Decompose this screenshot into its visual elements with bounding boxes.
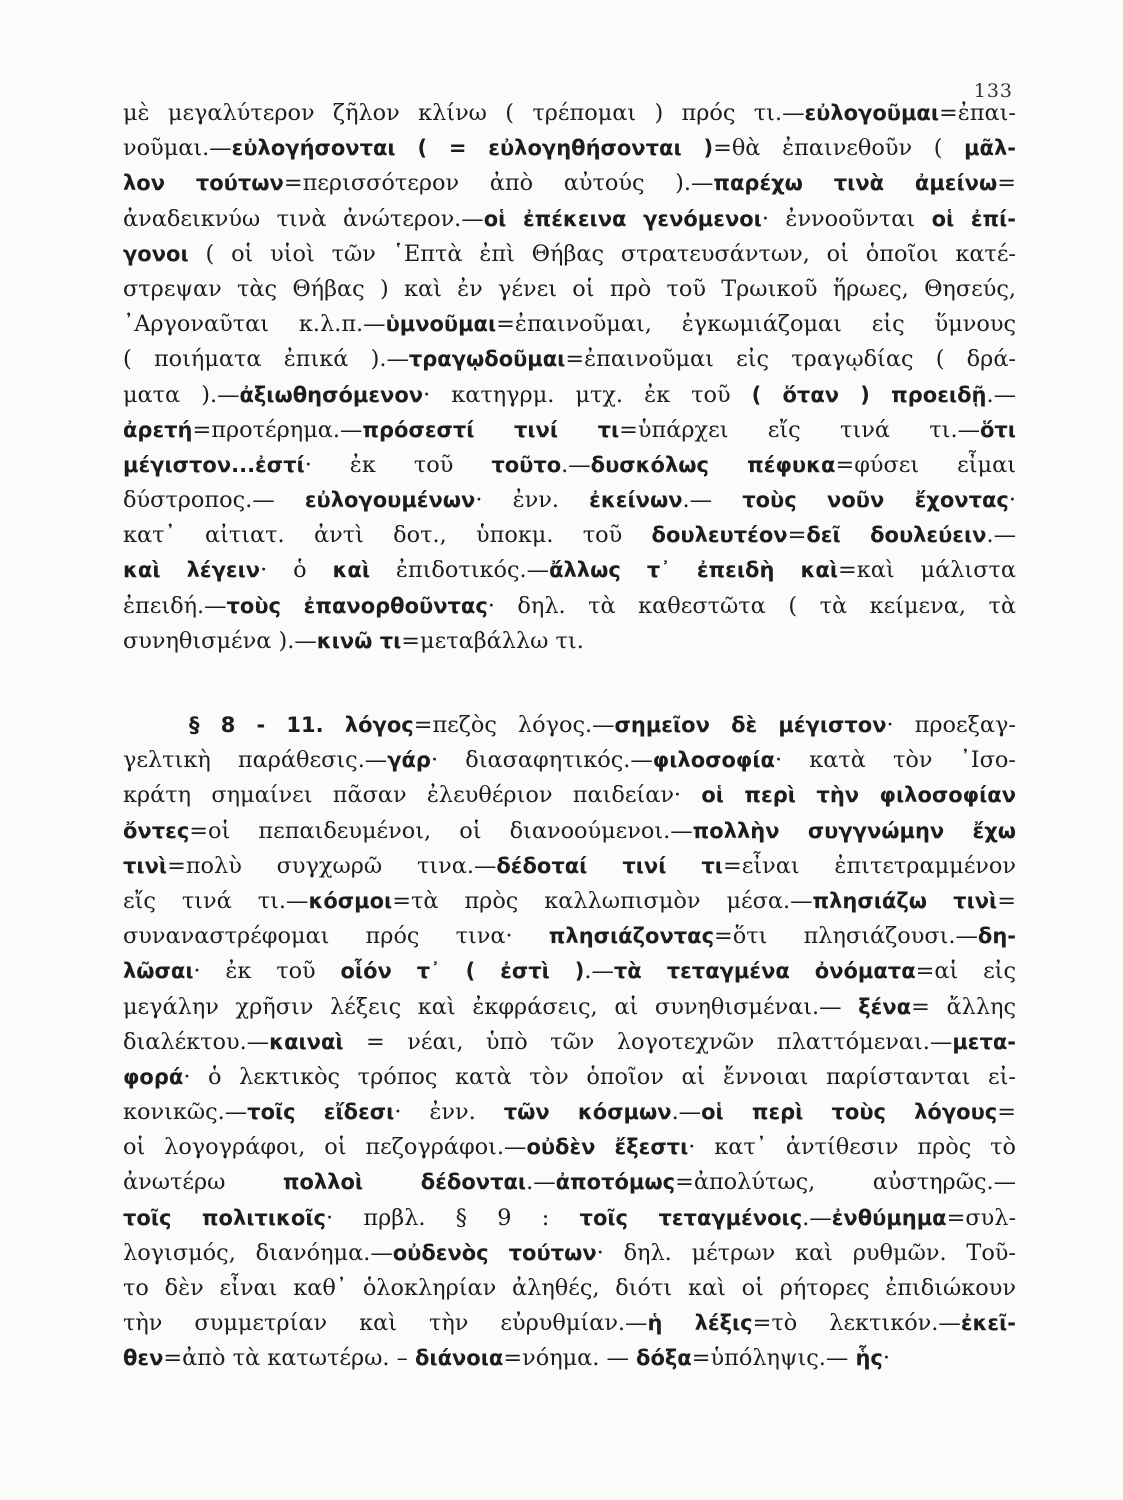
gloss-text: .— — [671, 1099, 702, 1126]
gloss-text: .— — [584, 958, 614, 985]
text-line — [123, 166, 1016, 201]
lemma-term: ἐκεῖ- — [960, 1311, 1017, 1336]
gloss-text: =ἀπολύτως, αὐστηρῶς.— — [675, 1169, 1017, 1196]
text-line — [123, 624, 1016, 659]
text-line — [123, 589, 1016, 624]
gloss-text: ἐπιδοτικός.— — [370, 557, 550, 584]
text-line — [123, 1341, 1016, 1376]
gloss-text: = — [787, 522, 807, 549]
gloss-text: =θὰ ἐπαινεθοῦν ( — [713, 135, 965, 162]
gloss-text: .— — [986, 381, 1016, 408]
text-line — [123, 131, 1016, 166]
gloss-text: συνηθισμένα ).— — [123, 627, 317, 654]
lemma-term: μᾶλ- — [964, 136, 1016, 161]
lemma-term: οἷόν τ᾿ ( ἐστὶ ) — [340, 959, 585, 984]
lemma-term: ἄλλως τ᾿ ἐπειδὴ καὶ — [549, 558, 839, 583]
lemma-term: δυσκόλως πέφυκα — [590, 452, 836, 477]
lemma-term: ἡ λέξις — [647, 1311, 753, 1336]
gloss-text: · δηλ. μέτρων καὶ ρυθμῶν. Τοῦ- — [596, 1239, 1016, 1266]
lemma-term: πλησιάζω τινὶ — [812, 888, 998, 913]
gloss-text: · ἐκ τοῦ — [193, 958, 341, 985]
gloss-text: ᾿Αργοναῦται κ.λ.π.— — [123, 311, 386, 338]
text-line — [123, 413, 1016, 448]
text-line — [123, 990, 1016, 1025]
gloss-text: εἴς τινά τι.— — [123, 887, 309, 914]
gloss-text: = νέαι, ὑπὸ τῶν λογοτεχνῶν πλαττόμεναι.— — [343, 1028, 953, 1055]
gloss-text: · ἐκ τοῦ — [304, 451, 492, 478]
lemma-term: τοῖς εἴδεσι — [247, 1100, 395, 1125]
text-line — [123, 378, 1016, 413]
text-line — [123, 1271, 1016, 1306]
lemma-term: τοῦτο — [491, 452, 562, 477]
text-line — [123, 954, 1016, 989]
gloss-text: μὲ μεγαλύτερον ζῆλον κλίνω ( τρέπομαι ) πρός τι.— — [123, 100, 805, 126]
lemma-term: οἱ περὶ τοὺς λόγους — [701, 1100, 998, 1125]
text-line — [123, 708, 1016, 743]
gloss-text: κατ᾿ αἰτιατ. ἀντὶ δοτ., ὑποκμ. τοῦ — [123, 522, 652, 549]
lemma-term: δέδοταί τινί τι — [496, 853, 723, 878]
gloss-text: =ἐπαινοῦμαι, ἐγκωμιάζομαι εἰς ὕμνους — [496, 311, 1017, 338]
text-line — [123, 448, 1016, 483]
gloss-text: λογισμός, διανόημα.— — [123, 1239, 393, 1266]
text-line — [123, 307, 1016, 342]
lemma-term: δη- — [977, 924, 1016, 949]
lemma-term: γάρ — [387, 748, 431, 773]
lemma-term: καιναὶ — [269, 1029, 344, 1054]
lemma-term: διάνοια — [414, 1346, 504, 1371]
lemma-term: τραγῳδοῦμαι — [408, 347, 566, 372]
text-line — [123, 1165, 1016, 1200]
gloss-text: διαλέκτου.— — [123, 1028, 270, 1055]
gloss-text: =ὑπόληψις.— — [691, 1345, 856, 1372]
gloss-text: =συλ- — [946, 1204, 1017, 1231]
text-line — [123, 1025, 1016, 1060]
lemma-term: φιλοσοφία — [652, 748, 775, 773]
gloss-text: νοῦμαι.— — [123, 135, 232, 162]
gloss-text: .— — [561, 451, 591, 478]
gloss-text: =νόημα. — — [503, 1345, 637, 1372]
lemma-term: καὶ — [332, 558, 370, 583]
gloss-text: =φύσει εἶμαι — [835, 451, 1016, 478]
gloss-text: · προεξαγ- — [886, 712, 1016, 738]
lemma-term: ξένα — [858, 994, 912, 1019]
lemma-term: εὐλογήσονται ( = εὐλογηθήσονται ) — [231, 136, 714, 161]
text-line — [123, 1060, 1016, 1095]
gloss-text: .— — [802, 1204, 832, 1231]
gloss-text: =οἱ πεπαιδευμένοι, οἱ διανοούμενοι.— — [189, 817, 693, 844]
gloss-text: · — [1008, 487, 1016, 514]
text-line — [123, 237, 1016, 272]
text-line — [123, 1095, 1016, 1130]
gloss-text: · ἐννοοῦνται — [761, 205, 932, 232]
text-line — [123, 778, 1016, 813]
gloss-text: = — [997, 170, 1016, 197]
lemma-term: ἀποτόμως — [555, 1170, 676, 1195]
gloss-text: ἀνωτέρω — [123, 1169, 283, 1196]
lemma-term: οἱ ἐπί- — [931, 206, 1017, 231]
text-line — [123, 553, 1016, 588]
gloss-text: .— — [986, 522, 1016, 549]
gloss-text: το δὲν εἶναι καθ᾿ ὁλοκληρίαν ἀληθές, διότι καὶ οἱ ρήτορες ἐπιδιώκουν — [123, 1275, 1016, 1301]
lemma-term: τινὶ — [123, 853, 168, 878]
gloss-text: =πεζὸς λόγος.— — [413, 712, 615, 738]
gloss-text: · ἐνν. — [475, 487, 590, 514]
lemma-term: ἧς — [855, 1346, 883, 1371]
gloss-text: · δηλ. τὰ καθεστῶτα ( τὰ κείμενα, τὰ — [487, 592, 1016, 619]
gloss-text: ἐπειδή.— — [123, 592, 227, 619]
lemma-term: τοὺς νοῦν ἔχοντας — [742, 488, 1009, 513]
text-line — [123, 96, 1016, 131]
gloss-text: κράτη σημαίνει πᾶσαν ἐλευθέριον παιδείαν· — [123, 782, 702, 809]
gloss-text: · κατηγρμ. μτχ. ἐκ τοῦ — [423, 381, 752, 408]
lemma-term: μέγιστον...ἐστί — [123, 452, 305, 477]
lemma-term: παρέχω τινὰ ἀμείνω — [713, 171, 998, 196]
text-line — [123, 884, 1016, 919]
lemma-term: εὐλογουμένων — [304, 488, 476, 513]
lemma-term: ἀξιωθησόμενον — [239, 382, 424, 407]
gloss-text: =ὑπάρχει εἴς τινά τι.— — [619, 416, 980, 443]
lemma-term: ἐκείνων — [589, 488, 683, 513]
text-line — [123, 1236, 1016, 1271]
commentary-paragraph-1 — [123, 96, 1016, 659]
gloss-text: =περισσότερον ἀπὸ αὐτούς ).— — [283, 170, 714, 197]
lemma-term: οἱ περὶ τὴν φιλοσοφίαν — [701, 783, 1016, 808]
gloss-text: μεγάλην χρῆσιν λέξεις καὶ ἐκφράσεις, αἱ συνηθισμέναι.— — [123, 993, 859, 1020]
lemma-term: ὅτι — [979, 417, 1016, 442]
lemma-term: δουλευτέον — [651, 523, 788, 548]
lemma-term: ἐνθύμημα — [831, 1205, 947, 1230]
text-line — [123, 342, 1016, 377]
gloss-text: = ἄλλης — [911, 993, 1016, 1020]
gloss-text: οἱ λογογράφοι, οἱ πεζογράφοι.— — [123, 1134, 527, 1161]
lemma-term: οὐδενὸς τούτων — [392, 1240, 597, 1265]
text-line — [123, 743, 1016, 778]
lemma-term: πολλὴν συγγνώμην ἔχω — [692, 818, 1016, 843]
gloss-text: =καὶ μάλιστα — [838, 557, 1016, 584]
lemma-term: πρόσεστί τινί τι — [362, 417, 620, 442]
gloss-text: · ἐνν. — [394, 1099, 504, 1126]
lemma-term: κινῶ τι — [316, 628, 402, 653]
text-line — [123, 1130, 1016, 1165]
gloss-text: = — [997, 887, 1017, 914]
lemma-term: κόσμοι — [308, 888, 393, 913]
text-line — [123, 518, 1016, 553]
gloss-text: · ὁ — [260, 557, 333, 584]
lemma-term: λῶσαι — [123, 959, 194, 984]
gloss-text: · κατὰ τὸν ᾿Ισο- — [774, 747, 1016, 774]
lemma-term: δόξα — [636, 1346, 692, 1371]
lemma-term: οὐδὲν ἔξεστι — [526, 1135, 689, 1160]
commentary-paragraph-2 — [123, 708, 1016, 1377]
lemma-term: τοῖς τεταγμένοις — [579, 1205, 803, 1230]
lemma-term: πλησιάζοντας — [548, 924, 715, 949]
gloss-text: · — [882, 1345, 890, 1372]
gloss-text: · διασαφητικός.— — [430, 747, 653, 774]
gloss-text: =ἐπαινοῦμαι εἰς τραγῳδίας ( δρά- — [565, 346, 1016, 373]
gloss-text: · πρβλ. § 9 : — [326, 1204, 580, 1231]
gloss-text: =εἶναι ἐπιτετραμμένον — [722, 852, 1017, 879]
gloss-text: =τὰ πρὸς καλλωπισμὸν μέσα.— — [392, 887, 813, 914]
lemma-term: ὑμνοῦμαι — [385, 312, 497, 337]
gloss-text: δύστροπος.— — [123, 487, 305, 514]
gloss-text: =μεταβάλλω τι. — [401, 627, 584, 654]
gloss-text: =πολὺ συγχωρῶ τινα.— — [167, 852, 497, 879]
gloss-text: ( οἱ υἱοὶ τῶν ῾Επτὰ ἐπὶ Θήβας στρατευσάντων, οἱ ὁποῖοι κατέ- — [188, 240, 1016, 267]
lemma-term: φορά — [123, 1064, 184, 1089]
lemma-term: δεῖ δουλεύειν — [806, 523, 987, 548]
text-line — [123, 202, 1016, 237]
lemma-term: λον τούτων — [123, 171, 284, 196]
gloss-text: κονικῶς.— — [123, 1099, 248, 1126]
gloss-text: ματα ).— — [123, 381, 240, 408]
text-line — [123, 272, 1016, 307]
gloss-text: ἀναδεικνύω τινὰ ἀνώτερον.— — [123, 205, 484, 232]
lemma-term: τὰ τεταγμένα ὀνόματα — [613, 959, 916, 984]
lemma-term: ὄντες — [123, 818, 190, 843]
page-number: 133 — [973, 80, 1013, 102]
lemma-term: ἀρετή — [123, 417, 193, 442]
gloss-text: =προτέρημα.— — [192, 416, 363, 443]
text-line — [123, 849, 1016, 884]
gloss-text: γελτικὴ παράθεσις.— — [123, 747, 388, 774]
gloss-text: · ὁ λεκτικὸς τρόπος κατὰ τὸν ὁποῖον αἱ ἔννοιαι παρίστανται εἰ- — [183, 1063, 1016, 1090]
gloss-text: =ἐπαι- — [939, 100, 1016, 126]
gloss-text: =ἀπὸ τὰ κατωτέρω. – — [163, 1345, 415, 1372]
text-line — [123, 814, 1016, 849]
gloss-text: τὴν συμμετρίαν καὶ τὴν εὐρυθμίαν.— — [123, 1310, 648, 1337]
lemma-term: θεν — [123, 1346, 164, 1371]
lemma-term: γονοι — [123, 241, 189, 266]
text-line — [123, 1306, 1016, 1341]
text-line — [123, 1201, 1016, 1236]
lemma-term: τοὺς ἐπανορθοῦντας — [226, 593, 488, 618]
text-line — [123, 919, 1016, 954]
gloss-text: στρεψαν τὰς Θήβας ) καὶ ἐν γένει οἱ πρὸ τοῦ Τρωικοῦ ἥρωες, Θησεύς, — [123, 275, 1016, 302]
gloss-text: .— — [526, 1169, 556, 1196]
lemma-term: πολλοὶ δέδονται — [282, 1170, 527, 1195]
gloss-text: = — [997, 1099, 1016, 1126]
lemma-term: § 8 - 11. λόγος — [189, 713, 414, 737]
gloss-text: .— — [682, 487, 743, 514]
lemma-term: εὐλογοῦμαι — [804, 101, 940, 125]
gloss-text: · κατ᾿ ἀντίθεσιν πρὸς τὸ — [688, 1134, 1016, 1161]
gloss-text: =ὅτι πλησιάζουσι.— — [714, 923, 978, 950]
lemma-term: τοῖς πολιτικοῖς — [123, 1205, 326, 1230]
lemma-term: οἱ ἐπέκεινα γενόμενοι — [483, 206, 762, 231]
text-line — [123, 483, 1016, 518]
lemma-term: ( ὅταν ) προειδῇ — [751, 382, 987, 407]
gloss-text: ( ποιήματα ἐπικά ).— — [123, 346, 409, 373]
lemma-term: τῶν κόσμων — [503, 1100, 672, 1125]
lemma-term: μετα- — [952, 1029, 1016, 1054]
lemma-term: σημεῖον δὲ μέγιστον — [614, 713, 887, 737]
gloss-text: =αἱ εἰς — [915, 958, 1016, 985]
lemma-term: καὶ λέγειν — [123, 558, 261, 583]
gloss-text: συναναστρέφομαι πρός τινα· — [123, 923, 549, 950]
gloss-text: =τὸ λεκτικόν.— — [752, 1310, 961, 1337]
